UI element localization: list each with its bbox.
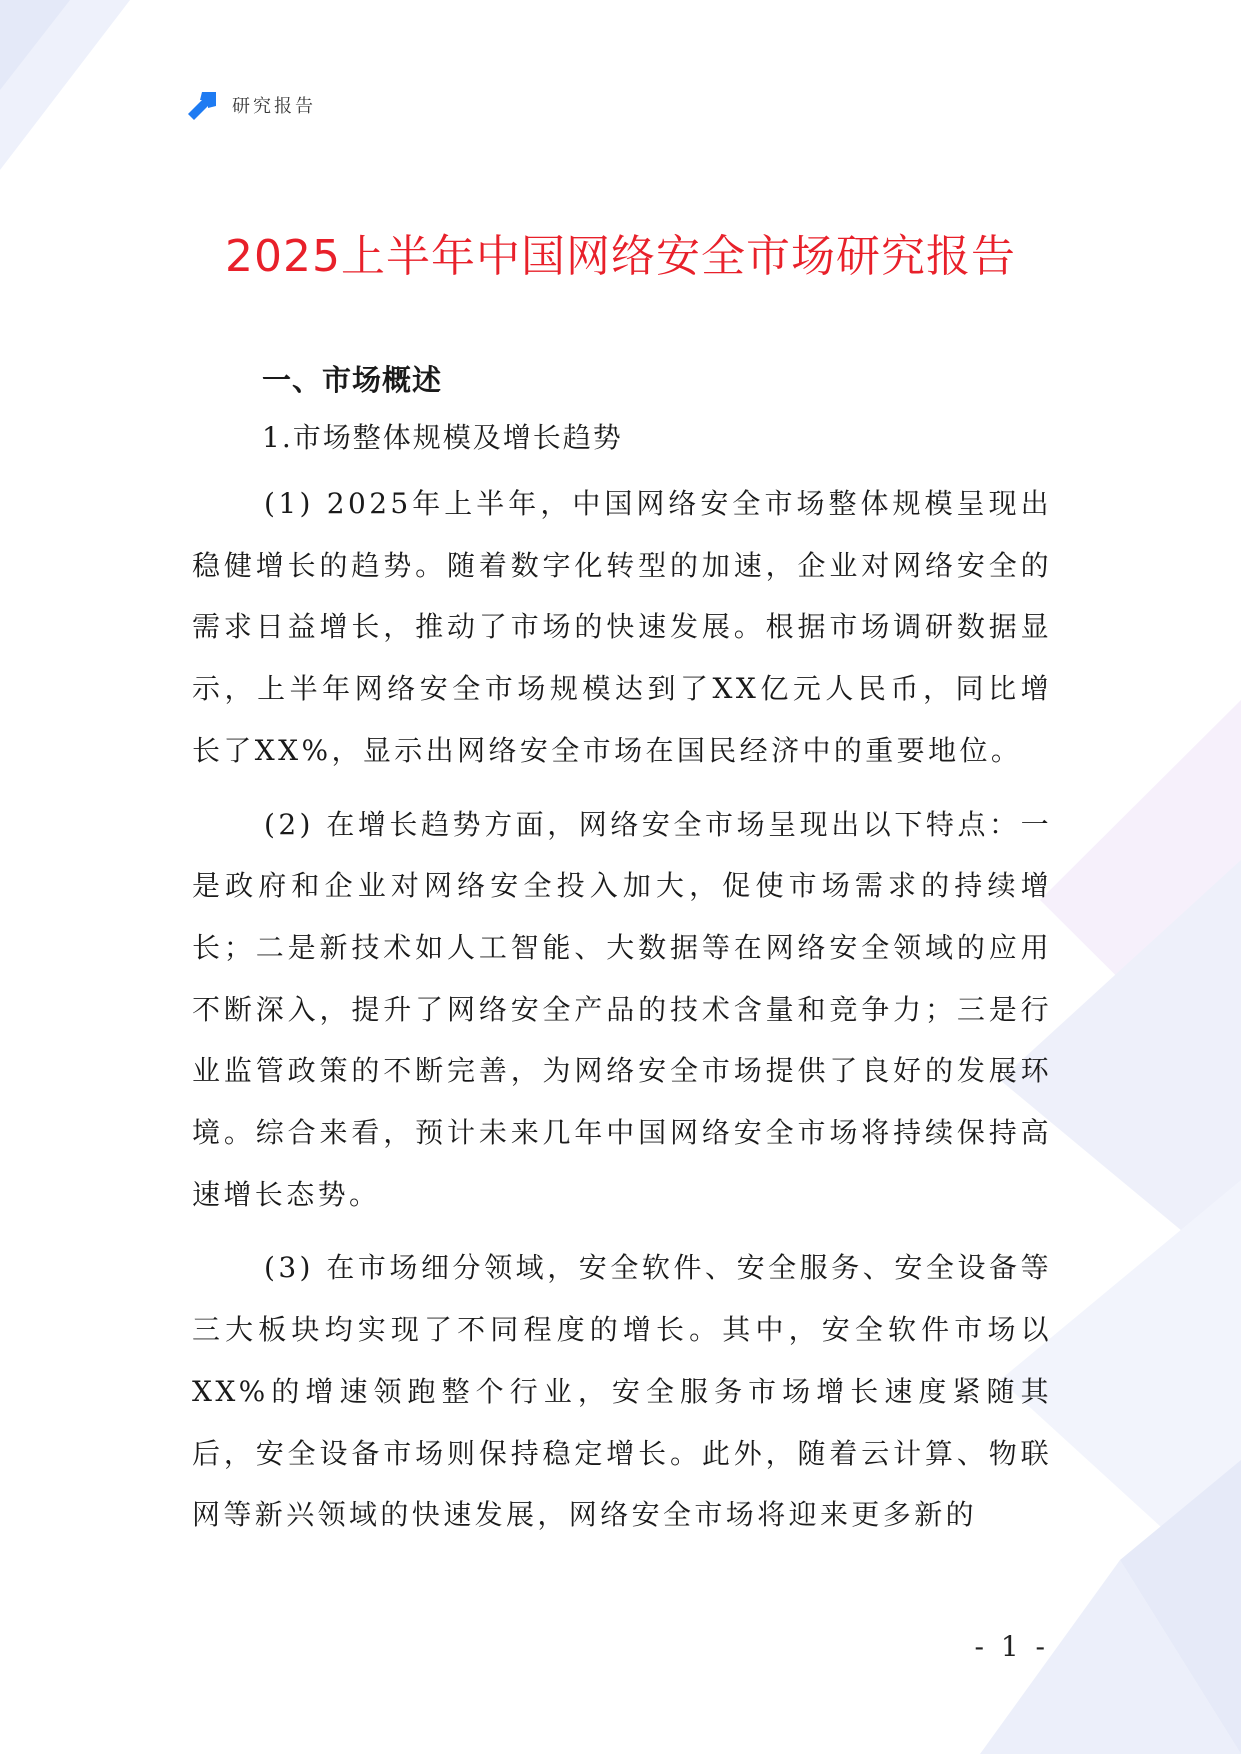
paragraph-1: (1) 2025年上半年，中国网络安全市场整体规模呈现出稳健增长的趋势。随着数字化转型的加速，企业对网络安全的需求日益增长，推动了市场的快速发展。根据市场调研数据显示，上半年网络安全市场规模达到了XX亿元人民币，同比增长了XX%，显示出网络安全市场在国民经济中的重要地位。 [192,487,1052,767]
paragraph-3: (3) 在市场细分领域，安全软件、安全服务、安全设备等三大板块均实现了不同程度的增长。其中，安全软件市场以XX%的增速领跑整个行业，安全服务市场增长速度紧随其后，安全设备市场则保持稳定增长。此外，随着云计算、物联网等新兴领域的快速发展，网络安全市场将迎来更多新的 [192,1251,1052,1532]
subsection-heading: 1.市场整体规模及增长趋势 [262,421,623,454]
document-body [192,355,1052,1546]
arrow-up-right-icon [186,88,220,122]
header [186,88,316,122]
paragraph-2: (2) 在增长趋势方面，网络安全市场呈现出以下特点：一是政府和企业对网络安全投入加大，促使市场需求的持续增长；二是新技术如人工智能、大数据等在网络安全领域的应用不断深入，提升了网络安全产品的技术含量和竞争力；三是行业监管政策的不断完善，为网络安全市场提供了良好的发展环境。综合来看，预计未来几年中国网络安全市场将持续保持高速增长态势。 [192,807,1052,1211]
section-heading: 一、市场概述 [262,363,443,397]
page-number: - 1 - [974,1630,1049,1663]
document-title: 2025上半年中国网络安全市场研究报告 [225,231,1016,282]
header-label: 研究报告 [232,96,316,117]
